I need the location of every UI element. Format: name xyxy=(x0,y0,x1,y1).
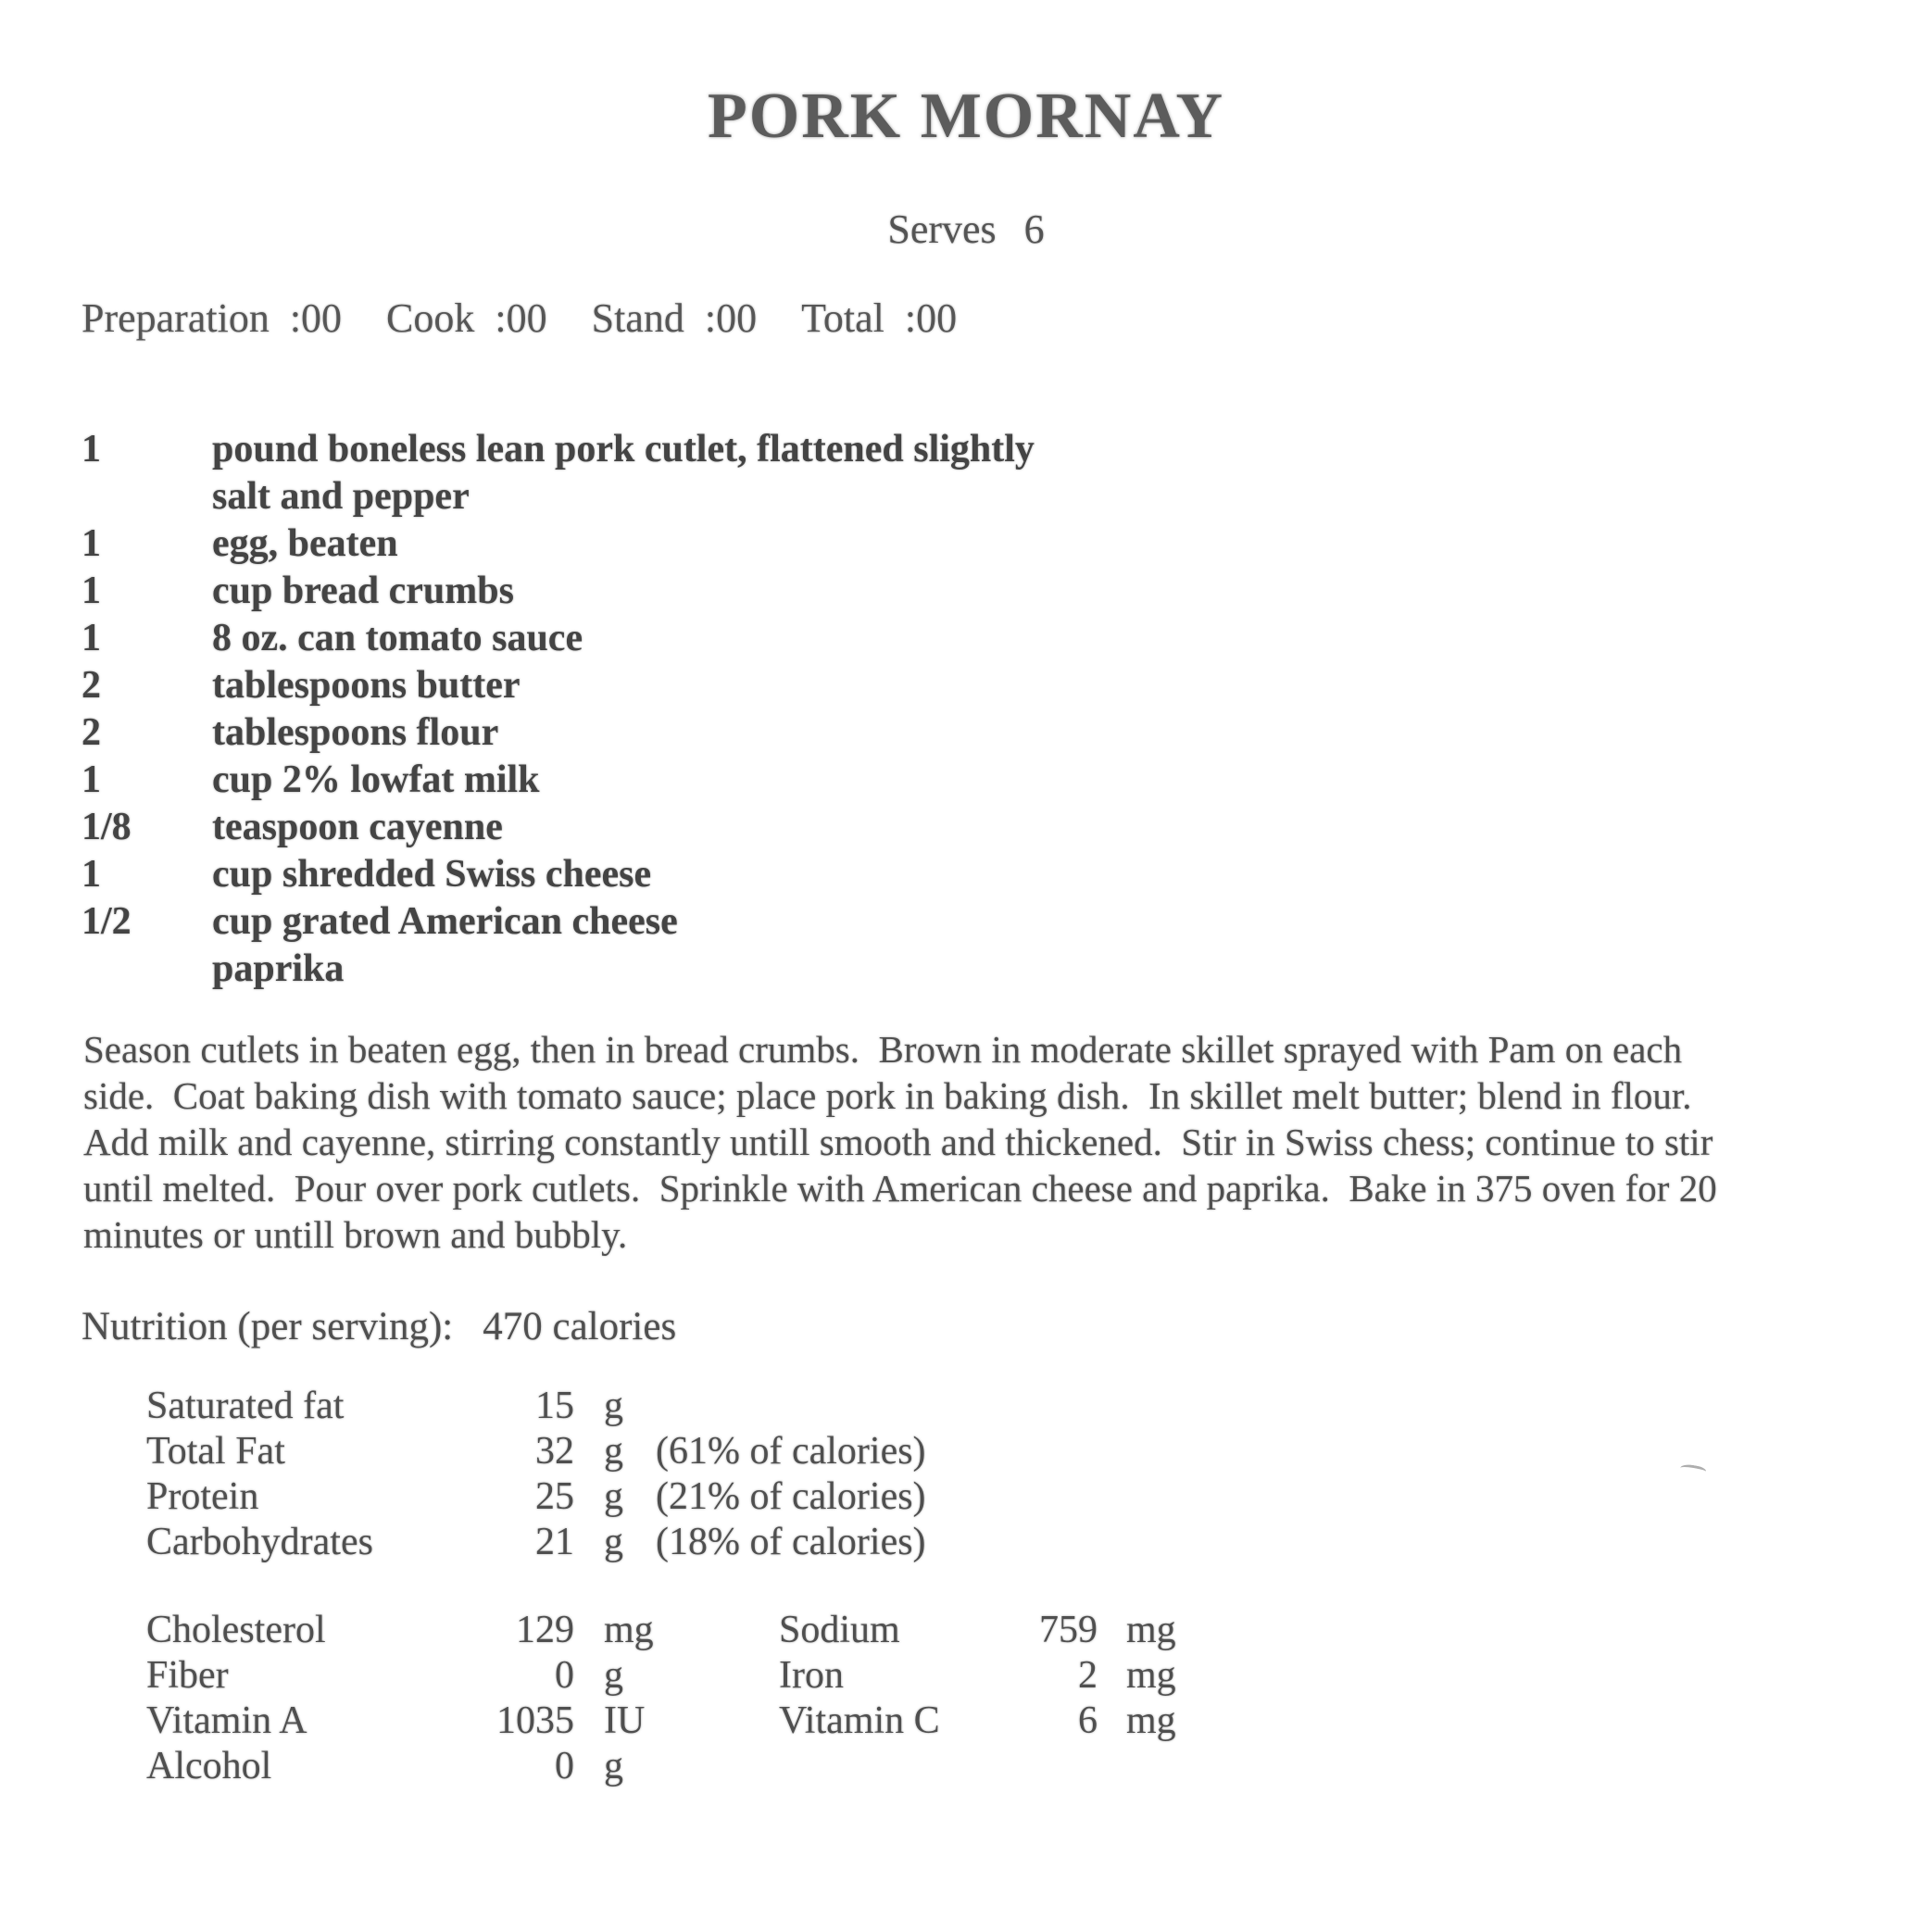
nutrition-unit: g xyxy=(604,1654,623,1697)
instructions-line: Add milk and cayenne, stirring constantly untill smooth and thickened. Stir in Swiss chess; continue to stir xyxy=(83,1121,1713,1163)
timing-cook xyxy=(386,295,547,342)
nutrition-label: Saturated fat xyxy=(146,1385,345,1427)
nutrition-value: 129 xyxy=(516,1609,574,1651)
timing-stand-value: :00 xyxy=(704,295,758,341)
nutrition-value: 25 xyxy=(535,1475,574,1518)
ingredient-row xyxy=(82,615,583,662)
ingredient-row xyxy=(82,568,514,615)
ingredient-row xyxy=(82,426,1035,473)
timing-preparation xyxy=(82,295,342,342)
ingredient-text: salt and pepper xyxy=(212,475,470,518)
nutrition-unit: g xyxy=(604,1745,623,1787)
ingredient-list xyxy=(82,426,1035,993)
timing-cook-value: :00 xyxy=(495,295,547,341)
nutrition-unit: mg xyxy=(1126,1699,1176,1742)
nutrition-value: 759 xyxy=(1039,1609,1098,1651)
nutrition-value: 15 xyxy=(535,1385,574,1427)
nutrition-value: 32 xyxy=(535,1430,574,1473)
ingredient-text: cup grated American cheese xyxy=(212,900,678,943)
nutrition-row xyxy=(0,1608,1932,1653)
nutrition-label: Cholesterol xyxy=(146,1609,326,1651)
ingredient-text: pound boneless lean pork cutlet, flattened slightly xyxy=(212,428,1035,470)
timing-total-label: Total xyxy=(801,295,884,341)
serves-line xyxy=(0,206,1932,253)
ingredient-text: 8 oz. can tomato sauce xyxy=(212,617,583,659)
nutrition-row xyxy=(0,1429,1932,1474)
nutrition-label: Carbohydrates xyxy=(146,1521,373,1563)
nutrition-unit: g xyxy=(604,1521,623,1563)
nutrition-label: Sodium xyxy=(779,1609,900,1651)
nutrition-value: 1035 xyxy=(496,1699,574,1742)
timing-preparation-value: :00 xyxy=(289,295,343,341)
nutrition-value: 0 xyxy=(555,1654,574,1697)
timing-stand-label: Stand xyxy=(591,295,684,341)
nutrition-label: Vitamin A xyxy=(146,1699,307,1742)
nutrition-label: Vitamin C xyxy=(779,1699,940,1742)
nutrition-label: Total Fat xyxy=(146,1430,285,1473)
ingredient-qty: 1 xyxy=(82,617,101,659)
ingredient-text: paprika xyxy=(212,947,345,990)
nutrition-row xyxy=(0,1384,1932,1429)
ingredient-qty: 1 xyxy=(82,428,101,470)
nutrition-header xyxy=(82,1304,676,1349)
serves-label: Serves xyxy=(887,207,997,252)
nutrition-label: Iron xyxy=(779,1654,844,1697)
nutrition-row xyxy=(0,1653,1932,1699)
nutrition-row xyxy=(0,1520,1932,1565)
ingredient-row xyxy=(82,520,398,568)
instructions-line: Season cutlets in beaten egg, then in bread crumbs. Brown in moderate skillet sprayed with Pam on each xyxy=(83,1028,1683,1071)
nutrition-unit: IU xyxy=(604,1699,646,1742)
ingredient-text: egg, beaten xyxy=(212,522,398,565)
recipe-title: PORK MORNAY xyxy=(707,81,1224,152)
nutrition-header-label: Nutrition (per serving): xyxy=(82,1305,454,1348)
ingredient-text: tablespoons butter xyxy=(212,664,521,707)
instructions-line: side. Coat baking dish with tomato sauce; place pork in baking dish. In skillet melt butter; blend in flour. xyxy=(83,1074,1692,1117)
nutrition-unit: mg xyxy=(1126,1654,1176,1697)
timing-total-value: :00 xyxy=(904,295,958,341)
nutrition-label: Alcohol xyxy=(146,1745,272,1787)
nutrition-value: 21 xyxy=(535,1521,574,1563)
nutrition-label: Fiber xyxy=(146,1654,229,1697)
nutrition-row xyxy=(0,1699,1932,1744)
nutrition-unit: mg xyxy=(1126,1609,1176,1651)
nutrition-percent: (21% of calories) xyxy=(656,1475,926,1518)
timing-total xyxy=(801,295,957,342)
ingredient-qty: 2 xyxy=(82,664,101,707)
nutrition-value: 2 xyxy=(1078,1654,1098,1697)
ingredient-row xyxy=(82,898,678,946)
nutrition-value: 6 xyxy=(1078,1699,1098,1742)
nutrition-unit: g xyxy=(604,1430,623,1473)
instructions-paragraph xyxy=(83,1026,1717,1258)
nutrition-unit: g xyxy=(604,1385,623,1427)
serves-value: 6 xyxy=(1023,207,1045,252)
ingredient-qty: 1/2 xyxy=(82,900,132,943)
ingredient-text: cup bread crumbs xyxy=(212,570,514,612)
timing-cook-label: Cook xyxy=(386,295,475,341)
nutrition-percent: (18% of calories) xyxy=(656,1521,926,1563)
ingredient-qty: 1 xyxy=(82,759,101,801)
ingredient-row xyxy=(82,662,521,709)
ingredient-qty: 2 xyxy=(82,711,101,754)
ingredient-qty: 1 xyxy=(82,853,101,896)
nutrition-unit: g xyxy=(604,1475,623,1518)
timing-line xyxy=(82,295,1001,342)
ingredient-qty: 1 xyxy=(82,570,101,612)
ingredient-row xyxy=(82,946,345,993)
ingredient-text: cup shredded Swiss cheese xyxy=(212,853,652,896)
ingredient-text: cup 2% lowfat milk xyxy=(212,759,540,801)
ingredient-row xyxy=(82,851,652,898)
instructions-line: minutes or untill brown and bubbly. xyxy=(83,1213,628,1256)
ingredient-qty: 1 xyxy=(82,522,101,565)
ingredient-row xyxy=(82,709,499,757)
ingredient-qty: 1/8 xyxy=(82,806,132,848)
ingredient-row xyxy=(82,473,470,520)
nutrition-row xyxy=(0,1474,1932,1520)
ingredient-row xyxy=(82,757,540,804)
ingredient-text: teaspoon cayenne xyxy=(212,806,503,848)
instructions-line: until melted. Pour over pork cutlets. Sprinkle with American cheese and paprika. Bake in 375 oven for 20 xyxy=(83,1167,1717,1210)
nutrition-unit: mg xyxy=(604,1609,654,1651)
nutrition-value: 0 xyxy=(555,1745,574,1787)
nutrition-macros-table xyxy=(0,1384,1932,1565)
timing-stand xyxy=(592,295,757,342)
nutrition-micros-table xyxy=(0,1608,1932,1789)
nutrition-label: Protein xyxy=(146,1475,259,1518)
timing-preparation-label: Preparation xyxy=(82,295,270,341)
ingredient-text: tablespoons flour xyxy=(212,711,499,754)
nutrition-percent: (61% of calories) xyxy=(656,1430,926,1473)
nutrition-calories: 470 calories xyxy=(483,1305,677,1348)
nutrition-row xyxy=(0,1744,1932,1789)
ingredient-row xyxy=(82,804,503,851)
